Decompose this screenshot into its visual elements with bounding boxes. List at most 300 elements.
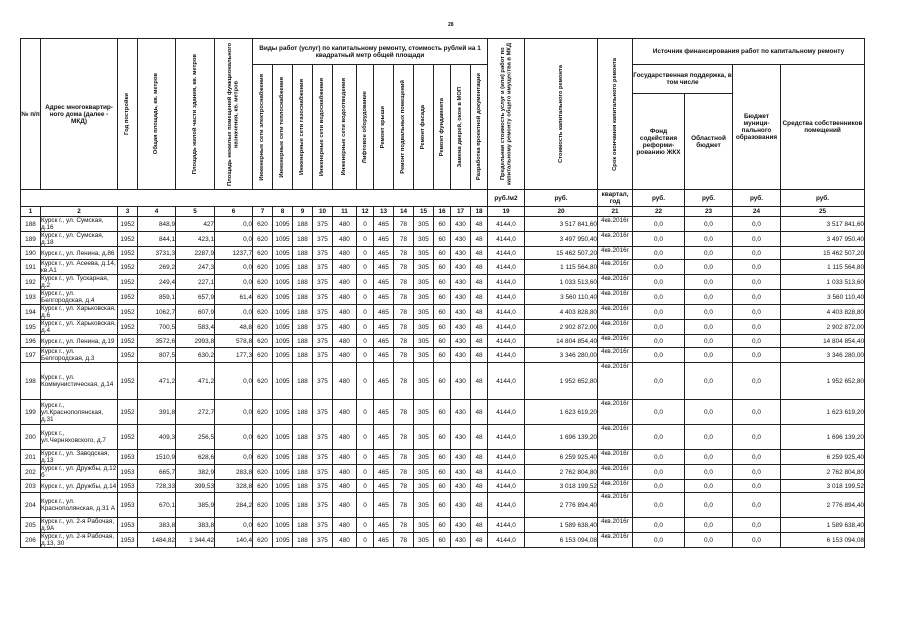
row-work-cost: 0: [357, 217, 374, 232]
row-total-area: 1062,7: [138, 305, 176, 320]
row-total-area: 700,5: [138, 320, 176, 335]
header-work-8: Ремонт подвальных помещений: [400, 80, 407, 174]
row-work-cost: 375: [313, 493, 333, 518]
row-deadline: 4кв.2016г: [598, 480, 633, 493]
row-fund: 0,0: [633, 305, 685, 320]
table-row: [21, 348, 865, 363]
header-repair-cost: Стоимость капитального ремонта: [557, 64, 564, 163]
row-max-cost: 4144,0: [488, 335, 525, 348]
row-work-cost: 620: [253, 450, 273, 465]
row-repair-cost: 6 259 925,40: [525, 450, 598, 465]
row-work-cost: 465: [374, 290, 394, 305]
row-max-cost: 4144,0: [488, 217, 525, 232]
row-regional: 0,0: [685, 247, 733, 260]
row-work-cost: 48: [471, 480, 488, 493]
row-number: 198: [21, 363, 41, 400]
row-work-cost: 78: [394, 533, 414, 548]
row-number: 191: [21, 260, 41, 275]
unit-municipal: руб.: [733, 190, 781, 207]
column-number: 13: [374, 207, 394, 217]
row-work-cost: 60: [434, 425, 451, 450]
row-work-cost: 1095: [273, 217, 293, 232]
row-work-cost: 480: [333, 260, 357, 275]
column-numbers-row: [21, 207, 865, 217]
row-year: 1952: [118, 217, 138, 232]
row-municipal: 0,0: [733, 290, 781, 305]
row-nonliving-area: 0,0: [215, 400, 253, 425]
row-work-cost: 0: [357, 465, 374, 480]
row-work-cost: 305: [414, 348, 434, 363]
row-owners: 3 497 950,40: [781, 232, 865, 247]
row-address: Курск г., ул. Ленина, д.19: [41, 335, 118, 348]
table-row: [21, 232, 865, 247]
row-owners: 1 952 652,80: [781, 363, 865, 400]
row-deadline: 4кв.2016г: [598, 425, 633, 450]
row-year: 1952: [118, 260, 138, 275]
row-address: Курск г., ул. Ленина, д.86: [41, 247, 118, 260]
row-work-cost: 620: [253, 480, 273, 493]
row-work-cost: 188: [293, 305, 313, 320]
column-number: 11: [333, 207, 357, 217]
row-max-cost: 4144,0: [488, 450, 525, 465]
row-work-cost: 78: [394, 320, 414, 335]
row-municipal: 0,0: [733, 335, 781, 348]
row-work-cost: 188: [293, 425, 313, 450]
row-work-cost: 78: [394, 450, 414, 465]
row-year: 1953: [118, 518, 138, 533]
row-municipal: 0,0: [733, 493, 781, 518]
row-work-cost: 465: [374, 493, 394, 518]
row-work-cost: 78: [394, 348, 414, 363]
row-number: 204: [21, 493, 41, 518]
row-work-cost: 620: [253, 425, 273, 450]
row-total-area: 807,5: [138, 348, 176, 363]
row-nonliving-area: 0,0: [215, 425, 253, 450]
row-fund: 0,0: [633, 320, 685, 335]
table-body: [21, 217, 865, 548]
row-living-area: 423,1: [176, 232, 215, 247]
row-address: Курск г., ул. Белгородская, д.4: [41, 290, 118, 305]
row-work-cost: 188: [293, 260, 313, 275]
row-work-cost: 188: [293, 348, 313, 363]
row-work-cost: 60: [434, 260, 451, 275]
row-work-cost: 48: [471, 290, 488, 305]
row-max-cost: 4144,0: [488, 518, 525, 533]
row-address: Курск г., ул. Краснополянская, д.31 А: [41, 493, 118, 518]
row-repair-cost: 3 497 950,40: [525, 232, 598, 247]
row-regional: 0,0: [685, 275, 733, 290]
row-work-cost: 430: [451, 363, 471, 400]
row-living-area: 630,2: [176, 348, 215, 363]
row-work-cost: 375: [313, 450, 333, 465]
row-number: 202: [21, 465, 41, 480]
row-deadline: 4кв.2016г: [598, 518, 633, 533]
column-number: 6: [215, 207, 253, 217]
column-number: 10: [313, 207, 333, 217]
row-work-cost: 375: [313, 518, 333, 533]
row-fund: 0,0: [633, 275, 685, 290]
row-fund: 0,0: [633, 290, 685, 305]
row-total-area: 665,7: [138, 465, 176, 480]
row-work-cost: 188: [293, 465, 313, 480]
row-work-cost: 78: [394, 260, 414, 275]
row-year: 1953: [118, 480, 138, 493]
row-total-area: 471,2: [138, 363, 176, 400]
row-owners: 4 403 828,80: [781, 305, 865, 320]
row-work-cost: 430: [451, 465, 471, 480]
row-work-cost: 465: [374, 363, 394, 400]
header-work-4: Инженерные сети водоснабжения: [319, 77, 326, 177]
row-work-cost: 0: [357, 232, 374, 247]
row-work-cost: 48: [471, 335, 488, 348]
header-owners: Средства собственников помещений: [781, 65, 865, 190]
row-living-area: 471,2: [176, 363, 215, 400]
row-work-cost: 620: [253, 493, 273, 518]
row-work-cost: 480: [333, 217, 357, 232]
row-living-area: 247,3: [176, 260, 215, 275]
row-work-cost: 78: [394, 335, 414, 348]
row-repair-cost: 3 517 841,60: [525, 217, 598, 232]
row-work-cost: 375: [313, 335, 333, 348]
row-regional: 0,0: [685, 320, 733, 335]
row-work-cost: 48: [471, 518, 488, 533]
row-work-cost: 480: [333, 232, 357, 247]
row-work-cost: 375: [313, 260, 333, 275]
row-fund: 0,0: [633, 518, 685, 533]
row-work-cost: 1095: [273, 493, 293, 518]
row-work-cost: 430: [451, 400, 471, 425]
row-work-cost: 430: [451, 247, 471, 260]
row-work-cost: 1095: [273, 465, 293, 480]
row-total-area: 249,4: [138, 275, 176, 290]
row-work-cost: 48: [471, 305, 488, 320]
row-fund: 0,0: [633, 247, 685, 260]
row-deadline: 4кв.2016г: [598, 217, 633, 232]
row-work-cost: 620: [253, 232, 273, 247]
row-work-cost: 480: [333, 425, 357, 450]
row-nonliving-area: 0,0: [215, 275, 253, 290]
row-municipal: 0,0: [733, 232, 781, 247]
row-work-cost: 430: [451, 480, 471, 493]
row-work-cost: 0: [357, 335, 374, 348]
row-owners: 14 804 854,40: [781, 335, 865, 348]
row-repair-cost: 14 804 854,40: [525, 335, 598, 348]
table-row: [21, 335, 865, 348]
table-row: [21, 518, 865, 533]
unit-max-cost: руб./м2: [488, 190, 525, 207]
unit-deadline: квартал, год: [598, 190, 633, 207]
row-work-cost: 375: [313, 290, 333, 305]
column-number: 23: [685, 207, 733, 217]
row-max-cost: 4144,0: [488, 247, 525, 260]
row-max-cost: 4144,0: [488, 348, 525, 363]
row-work-cost: 48: [471, 400, 488, 425]
row-address: Курск г., ул. Дружбы, д.14: [41, 480, 118, 493]
row-work-cost: 188: [293, 247, 313, 260]
row-nonliving-area: 0,0: [215, 518, 253, 533]
row-work-cost: 48: [471, 425, 488, 450]
row-work-cost: 60: [434, 493, 451, 518]
row-year: 1952: [118, 320, 138, 335]
row-work-cost: 1095: [273, 335, 293, 348]
row-number: 206: [21, 533, 41, 548]
row-regional: 0,0: [685, 217, 733, 232]
row-living-area: 227,1: [176, 275, 215, 290]
row-work-cost: 60: [434, 275, 451, 290]
row-work-cost: 465: [374, 335, 394, 348]
row-work-cost: 375: [313, 533, 333, 548]
header-state-group: Государственная поддержка, в том числе: [633, 65, 733, 94]
row-nonliving-area: 177,3: [215, 348, 253, 363]
row-living-area: 383,8: [176, 518, 215, 533]
row-work-cost: 465: [374, 348, 394, 363]
row-municipal: 0,0: [733, 320, 781, 335]
table-row: [21, 260, 865, 275]
row-year: 1952: [118, 275, 138, 290]
row-work-cost: 305: [414, 493, 434, 518]
row-owners: 3 517 841,60: [781, 217, 865, 232]
header-nonliving-area: Площадь нежилых помещений функционального назначения, кв. метров: [227, 42, 240, 186]
header-funding-group: Источник финансирования работ по капитальному ремонту: [633, 39, 865, 65]
row-work-cost: 78: [394, 247, 414, 260]
row-max-cost: 4144,0: [488, 363, 525, 400]
row-address: Курск г., ул. Харьковская, д.4: [41, 320, 116, 334]
row-work-cost: 480: [333, 275, 357, 290]
row-number: 192: [21, 275, 41, 290]
row-work-cost: 465: [374, 305, 394, 320]
row-nonliving-area: 140,4: [215, 533, 253, 548]
column-number: 20: [525, 207, 598, 217]
row-max-cost: 4144,0: [488, 400, 525, 425]
row-living-area: 583,4: [176, 320, 215, 335]
row-owners: 3 018 199,52: [781, 480, 865, 493]
row-total-area: 1484,82: [138, 533, 176, 548]
row-number: 195: [21, 320, 41, 335]
row-work-cost: 60: [434, 348, 451, 363]
table-row: [21, 480, 865, 493]
row-deadline: 4кв.2016г: [598, 363, 633, 400]
row-repair-cost: 4 403 828,80: [525, 305, 598, 320]
row-work-cost: 78: [394, 518, 414, 533]
row-work-cost: 60: [434, 232, 451, 247]
row-deadline: 4кв.2016г: [598, 493, 633, 518]
row-regional: 0,0: [685, 260, 733, 275]
row-work-cost: 430: [451, 290, 471, 305]
row-work-cost: 430: [451, 320, 471, 335]
row-work-cost: 375: [313, 217, 333, 232]
row-work-cost: 60: [434, 480, 451, 493]
row-work-cost: 620: [253, 247, 273, 260]
row-work-cost: 305: [414, 480, 434, 493]
row-owners: 6 153 094,08: [781, 533, 865, 548]
row-municipal: 0,0: [733, 465, 781, 480]
row-year: 1953: [118, 465, 138, 480]
header-work-1: Инженерные сети электроснабжения: [259, 73, 266, 181]
row-nonliving-area: 0,0: [215, 260, 253, 275]
row-regional: 0,0: [685, 348, 733, 363]
unit-regional: руб.: [685, 190, 733, 207]
header-work-3: Инженерные сети газоснабжения: [299, 79, 306, 175]
row-work-cost: 430: [451, 335, 471, 348]
header-work-7: Ремонт крыши: [380, 105, 387, 149]
table-row: [21, 305, 865, 320]
row-fund: 0,0: [633, 450, 685, 465]
capital-repair-table: [20, 38, 865, 548]
row-work-cost: 480: [333, 518, 357, 533]
row-number: 189: [21, 232, 41, 247]
row-work-cost: 60: [434, 247, 451, 260]
row-address: Курск г., ул. Дружбы, д.12 б: [41, 465, 117, 479]
row-work-cost: 48: [471, 493, 488, 518]
row-nonliving-area: 0,0: [215, 217, 253, 232]
row-repair-cost: 15 462 507,20: [525, 247, 598, 260]
row-owners: 1 589 638,40: [781, 518, 865, 533]
row-repair-cost: 3 560 110,40: [525, 290, 598, 305]
column-number: 16: [434, 207, 451, 217]
row-work-cost: 0: [357, 450, 374, 465]
row-work-cost: 0: [357, 348, 374, 363]
header-work-5: Инженерные сети водоотведения: [341, 78, 348, 176]
row-number: 190: [21, 247, 41, 260]
row-municipal: 0,0: [733, 425, 781, 450]
row-total-area: 670,1: [138, 493, 176, 518]
row-work-cost: 480: [333, 465, 357, 480]
row-deadline: 4кв.2016г: [598, 348, 633, 363]
header-max-cost: Предельная стоимость услуг и (или) работ по капитальному ремонту общего имущества в МКД: [499, 42, 512, 186]
row-number: 193: [21, 290, 41, 305]
row-year: 1952: [118, 348, 138, 363]
row-regional: 0,0: [685, 400, 733, 425]
row-work-cost: 305: [414, 290, 434, 305]
row-nonliving-area: 283,8: [215, 465, 253, 480]
row-year: 1953: [118, 450, 138, 465]
header-municipal: Бюджет муници-пального образования: [733, 65, 781, 190]
row-work-cost: 0: [357, 518, 374, 533]
row-year: 1952: [118, 290, 138, 305]
row-living-area: 628,6: [176, 450, 215, 465]
row-work-cost: 60: [434, 320, 451, 335]
row-address: Курск г., ул. Тускарная, д.2: [41, 275, 118, 290]
row-work-cost: 305: [414, 232, 434, 247]
row-work-cost: 430: [451, 493, 471, 518]
row-regional: 0,0: [685, 363, 733, 400]
row-year: 1952: [118, 400, 138, 425]
row-work-cost: 480: [333, 320, 357, 335]
row-address: Курск г., ул. Сумская, д.18: [41, 232, 118, 247]
row-work-cost: 305: [414, 465, 434, 480]
row-regional: 0,0: [685, 493, 733, 518]
row-number: 188: [21, 217, 41, 232]
row-work-cost: 620: [253, 320, 273, 335]
row-work-cost: 620: [253, 533, 273, 548]
row-deadline: 4кв.2016г: [598, 232, 633, 247]
row-total-area: 383,8: [138, 518, 176, 533]
row-work-cost: 48: [471, 363, 488, 400]
row-owners: 1 623 619,20: [781, 400, 865, 425]
row-regional: 0,0: [685, 232, 733, 247]
row-work-cost: 60: [434, 290, 451, 305]
row-work-cost: 305: [414, 320, 434, 335]
row-living-area: 1 344,42: [176, 533, 215, 548]
row-deadline: 4кв.2016г: [598, 320, 633, 335]
row-max-cost: 4144,0: [488, 493, 525, 518]
row-work-cost: 305: [414, 450, 434, 465]
row-regional: 0,0: [685, 465, 733, 480]
row-fund: 0,0: [633, 425, 685, 450]
row-work-cost: 620: [253, 217, 273, 232]
table-row: [21, 400, 865, 425]
row-repair-cost: 3 346 280,00: [525, 348, 598, 363]
row-repair-cost: 3 018 199,52: [525, 480, 598, 493]
row-work-cost: 78: [394, 275, 414, 290]
row-fund: 0,0: [633, 335, 685, 348]
table-row: [21, 425, 865, 450]
row-work-cost: 375: [313, 348, 333, 363]
row-fund: 0,0: [633, 480, 685, 493]
row-work-cost: 305: [414, 518, 434, 533]
row-total-area: 844,1: [138, 232, 176, 247]
row-work-cost: 305: [414, 305, 434, 320]
row-repair-cost: 1 696 139,20: [525, 425, 598, 450]
row-work-cost: 465: [374, 400, 394, 425]
row-work-cost: 60: [434, 465, 451, 480]
row-work-cost: 620: [253, 363, 273, 400]
header-fund: Фонд содействия реформи-рованию ЖКХ: [633, 94, 685, 190]
column-number: 19: [488, 207, 525, 217]
row-work-cost: 0: [357, 320, 374, 335]
row-deadline: 4кв.2016г: [598, 290, 633, 305]
header-year: Год постройки: [124, 93, 131, 135]
row-repair-cost: 1 589 638,40: [525, 518, 598, 533]
row-work-cost: 430: [451, 275, 471, 290]
row-number: 201: [21, 450, 41, 465]
row-work-cost: 1095: [273, 425, 293, 450]
column-number: 24: [733, 207, 781, 217]
row-work-cost: 1095: [273, 348, 293, 363]
row-fund: 0,0: [633, 400, 685, 425]
row-repair-cost: 1 115 564,80: [525, 260, 598, 275]
row-work-cost: 78: [394, 363, 414, 400]
header-deadline: Срок окончания капитального ремонта: [611, 57, 618, 171]
row-fund: 0,0: [633, 533, 685, 548]
row-work-cost: 48: [471, 320, 488, 335]
header-num: № п/п: [21, 39, 41, 190]
row-regional: 0,0: [685, 425, 733, 450]
row-work-cost: 480: [333, 335, 357, 348]
row-municipal: 0,0: [733, 260, 781, 275]
row-work-cost: 305: [414, 275, 434, 290]
row-work-cost: 60: [434, 305, 451, 320]
row-work-cost: 480: [333, 363, 357, 400]
row-work-cost: 305: [414, 260, 434, 275]
row-municipal: 0,0: [733, 400, 781, 425]
row-work-cost: 465: [374, 247, 394, 260]
row-deadline: 4кв.2016г: [598, 533, 633, 548]
row-owners: 2 762 804,80: [781, 465, 865, 480]
row-work-cost: 0: [357, 400, 374, 425]
row-work-cost: 0: [357, 275, 374, 290]
row-work-cost: 430: [451, 305, 471, 320]
column-number: 21: [598, 207, 633, 217]
row-municipal: 0,0: [733, 518, 781, 533]
row-fund: 0,0: [633, 363, 685, 400]
row-work-cost: 375: [313, 425, 333, 450]
header-work-10: Ремонт фундамента: [438, 97, 445, 157]
column-number: 14: [394, 207, 414, 217]
row-repair-cost: 2 902 872,00: [525, 320, 598, 335]
row-owners: 2 902 872,00: [781, 320, 865, 335]
table-row: [21, 290, 865, 305]
